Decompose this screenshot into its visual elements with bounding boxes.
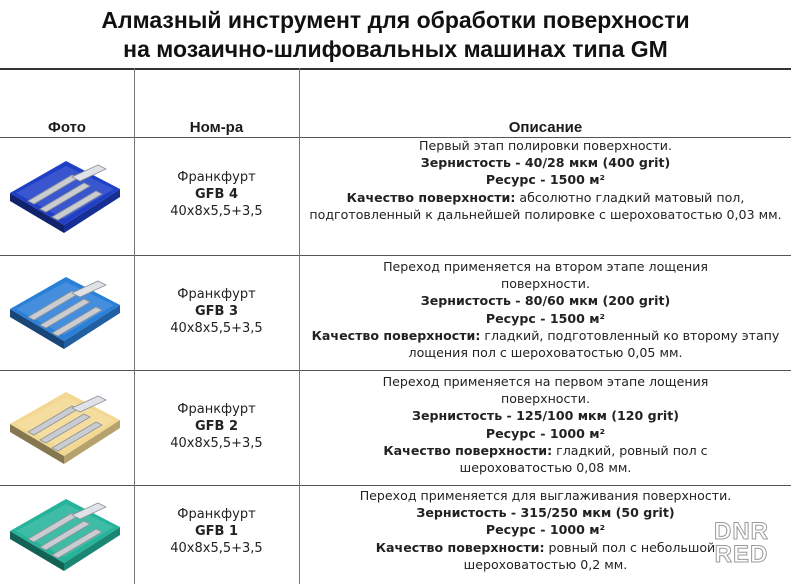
desc-cell	[300, 137, 791, 223]
desc-grit: Зернистость - 315/250 мкм (50 grit)	[416, 505, 675, 521]
desc-cell	[300, 258, 791, 361]
desc-quality-text: гладкий, ровный пол с шероховатостью 0,08 мм.	[459, 442, 708, 476]
nom-code: GFB 4	[194, 187, 239, 202]
nom-size: 40x8x5,5+3,5	[170, 204, 263, 219]
nom-code: GFB 2	[194, 419, 239, 434]
desc-grit: Зернистость - 80/60 мкм (200 grit)	[420, 293, 671, 309]
desc-cell	[300, 373, 791, 476]
desc-quality-text: ровный пол с небольшой шероховатостью 0,2 мм.	[463, 539, 716, 572]
watermark-line-1: DNR	[714, 518, 769, 545]
desc-intro: Переход применяется на первом этапе лощения поверхности.	[382, 374, 709, 407]
product-photo	[0, 486, 134, 584]
desc-resource: Ресурс - 1500 м²	[485, 172, 606, 188]
nom-cell	[134, 506, 299, 557]
product-photo	[0, 256, 134, 370]
title-line-1: Алмазный инструмент для обработки поверхности	[101, 7, 690, 33]
page-title	[0, 6, 791, 64]
nom-size: 40x8x5,5+3,5	[170, 321, 263, 336]
desc-resource: Ресурс - 1000 м²	[485, 425, 606, 441]
table-row	[0, 256, 791, 370]
watermark-line-2: RED	[714, 541, 769, 568]
product-photo	[0, 371, 134, 485]
nom-cell	[134, 401, 299, 452]
desc-grit: Зернистость - 40/28 мкм (400 grit)	[420, 155, 671, 171]
diamond-pad-icon	[6, 273, 124, 353]
diamond-pad-icon	[6, 495, 124, 575]
diamond-pad-icon	[6, 157, 124, 237]
header-desc: Описание	[508, 119, 583, 136]
watermark-logo	[714, 520, 769, 566]
desc-quality	[300, 189, 791, 223]
nom-size: 40x8x5,5+3,5	[170, 541, 263, 556]
table-row	[0, 371, 791, 485]
nom-cell	[134, 169, 299, 220]
desc-resource: Ресурс - 1500 м²	[485, 310, 606, 326]
desc-quality-text: гладкий, подготовленный ко второму этапу лощения пол с шероховатостью 0,05 мм.	[408, 327, 780, 361]
desc-resource: Ресурс - 1000 м²	[485, 522, 606, 538]
nom-code: GFB 1	[194, 524, 239, 539]
nom-name: Франкфурт	[177, 287, 256, 302]
header-nom: Ном-ра	[189, 119, 244, 136]
product-table	[0, 68, 791, 584]
desc-intro: Переход применяется на втором этапе лощения поверхности.	[383, 259, 708, 292]
nom-code: GFB 3	[194, 304, 239, 319]
nom-cell	[134, 286, 299, 337]
header-photo: Фото	[48, 119, 86, 136]
nom-name: Франкфурт	[177, 507, 256, 522]
desc-quality-label: Качество поверхности:	[383, 442, 553, 458]
desc-intro: Первый этап полировки поверхности.	[418, 138, 672, 153]
nom-size: 40x8x5,5+3,5	[170, 436, 263, 451]
nom-name: Франкфурт	[177, 402, 256, 417]
desc-quality	[300, 442, 791, 476]
table-row	[0, 486, 791, 584]
desc-quality-label: Качество поверхности:	[346, 189, 516, 205]
product-photo	[0, 138, 134, 255]
desc-quality	[300, 327, 791, 361]
table-row	[0, 138, 791, 255]
desc-quality-label: Качество поверхности:	[311, 327, 481, 343]
desc-quality-text: абсолютно гладкий матовый пол, подготовленный к дальнейшей полировке с шероховатостью 0,03 мм.	[309, 189, 782, 222]
desc-intro: Переход применяется для выглаживания поверхности.	[359, 488, 732, 503]
title-line-2: на мозаично-шлифовальных машинах типа GM	[123, 36, 668, 62]
desc-grit: Зернистость - 125/100 мкм (120 grit)	[412, 408, 679, 424]
table-top-border	[0, 68, 791, 70]
nom-name: Франкфурт	[177, 170, 256, 185]
diamond-pad-icon	[6, 388, 124, 468]
desc-quality-label: Качество поверхности:	[375, 539, 545, 555]
